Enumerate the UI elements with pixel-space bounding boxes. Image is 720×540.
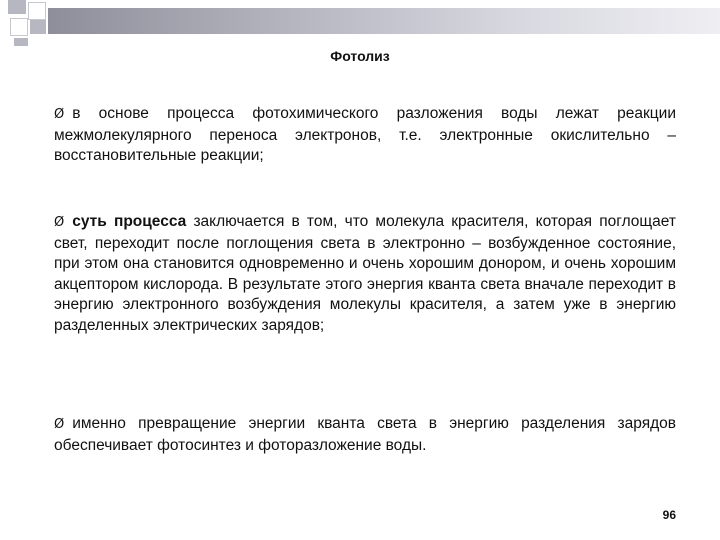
decor-square [14, 38, 28, 46]
page-number: 96 [662, 508, 676, 522]
bullet-text: заключается в том, что молекула красителя, которая поглощает свет, переходит после поглощения света в электронно – возбужденное состояние, при этом она становится одновременно и очень хорошим донором, и очень хорошим акцептором кислорода. В результате этого энергия кванта света вначале переходит в энергию электронного возбуждения молекулы красителя, а затем уже в энергию разделенных электрических зарядов; [54, 213, 676, 334]
arrow-bullet-icon: Ø [54, 417, 65, 432]
arrow-bullet-icon: Ø [54, 215, 65, 230]
decor-square [28, 2, 46, 20]
bullet-bold-lead: суть процесса [72, 213, 187, 230]
decor-square [10, 18, 28, 36]
bullet-text: в основе процесса фотохимического разложения воды лежат реакции межмолекулярного переноса электронов, т.е. электронные окислительно – восстановительные реакции; [54, 105, 676, 164]
bullet-item-2 [54, 212, 676, 336]
bullet-item-3 [54, 414, 676, 456]
header-gradient-bar [48, 8, 720, 34]
arrow-bullet-icon: Ø [54, 107, 65, 122]
slide-title: Фотолиз [330, 48, 390, 64]
decor-square [8, 0, 26, 14]
bullet-item-1 [54, 104, 676, 167]
decor-square [30, 20, 46, 34]
bullet-text: именно превращение энергии кванта света в энергию разделения зарядов обеспечивает фотосинтез и фоторазложение воды. [54, 415, 676, 454]
